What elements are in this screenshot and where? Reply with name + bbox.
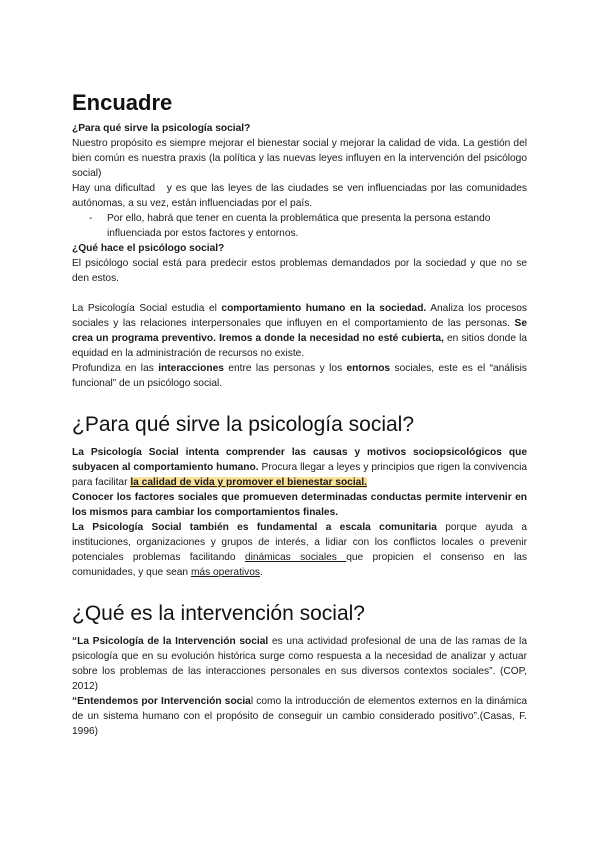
quote-casas: “Entendemos por Intervención social como la introducción de elementos externos en la dinámica de un sistema humano con el propósito de conseguir un cambio considerado positivo”.(Casas, F. 1996) bbox=[72, 696, 527, 737]
paragraph-profundiza: Profundiza en las interacciones entre las personas y los entornos sociales, este es el “análisis funcional” de un psicólogo social. bbox=[72, 363, 527, 389]
link-mas-operativos[interactable]: más operativos bbox=[190, 567, 261, 578]
document-body bbox=[72, 88, 530, 739]
paragraph-predecir: El psicólogo social está para predecir estos problemas demandados por la sociedad y que no se den estos. bbox=[72, 258, 527, 284]
section-title-intervencion: ¿Qué es la intervención social? bbox=[72, 602, 365, 625]
bullet-marker: - bbox=[89, 213, 93, 224]
bullet-text: Por ello, habrá que tener en cuenta la problemática que presenta la persona estando influenciada por estos factores y entornos. bbox=[107, 213, 491, 239]
section-title-sirve: ¿Para qué sirve la psicología social? bbox=[72, 413, 415, 436]
section-title-encuadre: Encuadre bbox=[72, 90, 173, 115]
paragraph-dificultad: Hay una dificultad y es que las leyes de las ciudades se ven influenciadas por las comunidades autónomas, a su vez, están influenciadas por el país. bbox=[72, 183, 530, 209]
paragraph-estudia: La Psicología Social estudia el comportamiento humano en la sociedad. Analiza los procesos sociales y las relaciones interpersonales que influyen en el comportamiento de las personas. Se crea un programa preventivo. Iremos a donde la necesidad no esté cubierta, en sitios donde la equidad en la administración de recursos no existe. bbox=[72, 303, 528, 359]
paragraph-comunitaria: La Psicología Social también es fundamental a escala comunitaria porque ayuda a instituciones, organizaciones y grupos de interés, a lidiar con los conflictos locales o prevenir potenciales problemas facilitando dinámicas sociales que propicien el consenso en las comunidades, y que sean más operativos. bbox=[72, 522, 527, 578]
paragraph-proposito: Nuestro propósito es siempre mejorar el bienestar social y mejorar la calidad de vida. La gestión del bien común es nuestra praxis (la política y las nuevas leyes influyen en la intervención del psicólogo social) bbox=[72, 138, 527, 179]
highlighted-text: la calidad de vida y promover el bienestar social. bbox=[130, 477, 368, 488]
question-heading-1: ¿Para qué sirve la psicología social? bbox=[72, 123, 251, 134]
link-dinamicas-sociales[interactable]: dinámicas sociales bbox=[244, 552, 347, 563]
question-heading-2: ¿Qué hace el psicólogo social? bbox=[72, 243, 225, 254]
quote-cop: “La Psicología de la Intervención social es una actividad profesional de una de las ramas de la psicología que en su evolución histórica surge como respuesta a la necesidad de analizar y actuar sobre los problemas de las interacciones personales en sus diversos contextos sociales”. (COP, 2012) bbox=[72, 636, 527, 692]
bullet-item bbox=[89, 211, 527, 241]
paragraph-conocer: Conocer los factores sociales que promueven determinadas conductas permite intervenir en los mismos para cambiar los comportamientos finales. bbox=[72, 492, 527, 518]
paragraph-comprender: La Psicología Social intenta comprender las causas y motivos sociopsicológicos que subyacen al comportamiento humano. Procura llegar a leyes y principios que rigen la convivencia para facilitar la calidad de vida y promover el bienestar social. bbox=[72, 447, 528, 488]
